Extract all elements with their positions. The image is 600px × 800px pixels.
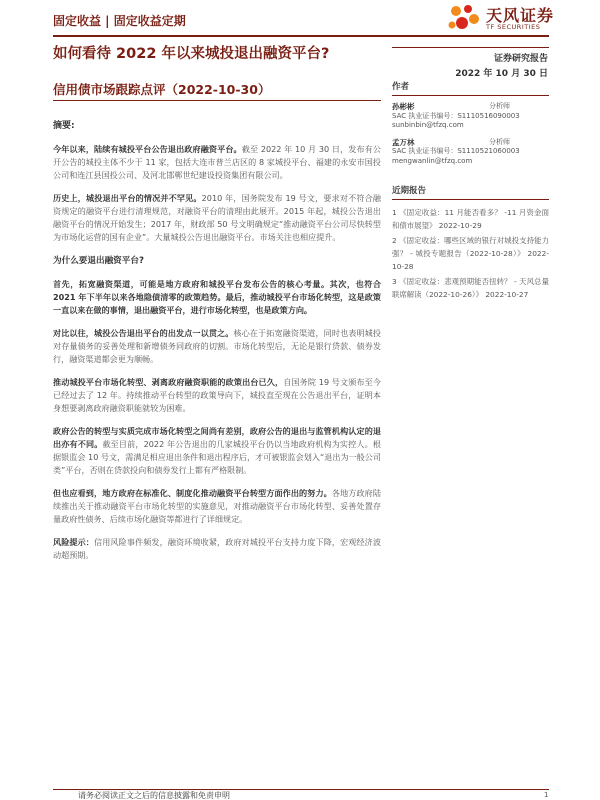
abstract-label: 摘要: [53,121,75,131]
paragraph [53,376,381,415]
risk-warning [53,536,381,562]
main-content [53,118,381,572]
paragraph-lead: 今年以来，陆续有城投平台公告退出政府融资平台。 [53,144,242,154]
author-role: 分析师 [489,102,510,110]
paragraph [53,143,381,182]
paragraph-body: 各地方政府陆续推出关于推动融资平台市场化转型的实施意见，对推动融资平台市场化转型、妥善处置存量政府性债务、后续市场化融资等都进行了详细规定。 [53,488,381,524]
author-role: 分析师 [489,137,510,146]
logo-english-text: TF SECURITIES [486,23,541,31]
paragraph [53,487,381,526]
recent-reports-heading: 近期报告 [392,184,549,200]
paragraph [53,327,381,366]
footer-disclaimer: 请务必阅读正文之后的信息披露和免责申明 [78,791,230,800]
author-email[interactable]: sunbinbin@tfzq.com [392,121,464,129]
paragraph-body: 2010 年，国务院发布 19 号文，要求对不符合融资规定的融资平台进行清理规范，对融资平台的清理由此展开。2015 年起，城投公告退出融资平台的情况开始发生；2017 年，财政部 50 号文明确规定“推动融资平台公司尽快转型为市场化运营的国有企业”。大量城投公告退出融资平台。市场关注也相应提升。 [53,193,381,242]
page-number: 1 [544,791,549,799]
author-card [392,102,549,131]
author-email[interactable]: mengwanlin@tfzq.com [392,156,473,165]
paragraph [53,192,381,244]
subtitle-divider [53,100,381,101]
section-question: 为什么要退出融资平台? [53,256,144,266]
recent-report-link[interactable]: 3 《固定收益：悲观预期能否扭转？ - 天风总量联席解读（2022-10-26）》 2022-10-27 [392,277,549,299]
sidebar [392,80,549,303]
document-subtitle: 信用债市场跟踪点评（2022-10-30） [53,82,271,97]
paragraph-body: 自国务院 19 号文颁布至今已经过去了 12 年。持续推动平台转型的政策导向下，城投直至现在公告退出平台，证明本身想要剥离政府融资职能就较为困难。 [53,377,381,413]
paragraph-lead: 风险提示： [53,537,95,547]
paragraph-body: 信用风险事件频发，融资环境收紧，政府对城投平台支持力度下降，宏观经济波动超预期。 [53,537,381,560]
paragraph-body: 截至 2022 年 10 月 30 日，发布有公开公告的城投主体不少于 11 家，包括大连市普兰店区的 8 家城投平台、福建的永安市国投公司和连江县国投公司、及河北邯郸世纪建设投资集团有限公司。 [53,144,381,180]
paragraph-lead: 推动城投平台市场化转型、剥离政府融资职能的政策出台已久， [53,377,284,387]
author-card [392,138,549,167]
header-divider [53,35,549,37]
report-date: 2022 年 10 月 30 日 [455,69,548,79]
logo-mark-icon [446,3,482,35]
paragraph-lead: 历史上，城投退出平台的情况并不罕见。 [53,193,202,203]
paragraph [53,278,381,317]
paragraph-body: 截至目前，2022 年公告退出的几家城投平台仍以当地政府机构为实控人。根据银监会 10 号文，需满足相应退出条件和退出程序后，才可被银监会划入“退出为一般公司类”平台，否则在贷款投向和债券发行上都有严格限制。 [53,439,381,475]
paragraph [53,425,381,477]
paragraph-lead: 政府公告的转型与实质完成市场化转型之间尚有差别，政府公告的退出与监管机构认定的退出亦有不同。 [53,426,381,449]
paragraph-lead: 但也应看到，地方政府在标准化、制度化推动融资平台转型方面作出的努力。 [53,488,332,498]
report-type: 证券研究报告 [493,54,548,64]
authors-heading: 作者 [392,80,549,96]
recent-report-link[interactable]: 2 《固定收益：哪些区域的银行对城投支持能力强？ - 城投专题报告（2022-10-28）》 2022-10-28 [392,236,549,271]
paragraph-body: 核心在于拓宽融资渠道，同时也表明城投对存量债务的妥善处理和新增债务同政府的切割。市场化转型后，无论是银行贷款、债券发行，融资渠道都会更为顺畅。 [53,328,381,364]
paragraph-lead: 对比以往，城投公告退出平台的出发点一以贯之。 [53,328,234,338]
author-name: 孙彬彬 [392,102,415,111]
logo-chinese-text: 天风证券 [486,6,555,25]
author-cert: SAC 执业证书编号：S1110516090003 [392,111,520,120]
paragraph-lead: 首先，拓宽融资渠道，可能是地方政府和城投平台发布公告的核心考量。其次，也符合 2021 年下半年以来各地隐债清零的政策趋势。最后，推动城投平台市场化转型，这是政策一直以来在做的事情，退出融资平台，进行市场化转型，也是政策方向。 [53,279,381,315]
company-logo [446,3,566,35]
header-category-tag: 固定收益 | 固定收益定期 [53,14,186,28]
sidebar-top-divider [392,47,549,48]
author-cert: SAC 执业证书编号：S1110521060003 [392,147,520,155]
recent-report-link[interactable]: 1 《固定收益：11 月能否看多？ -11 月资金面和债市展望》 2022-10-29 [392,208,549,230]
author-name: 孟万林 [392,137,415,147]
document-title: 如何看待 2022 年以来城投退出融资平台? [53,46,330,62]
